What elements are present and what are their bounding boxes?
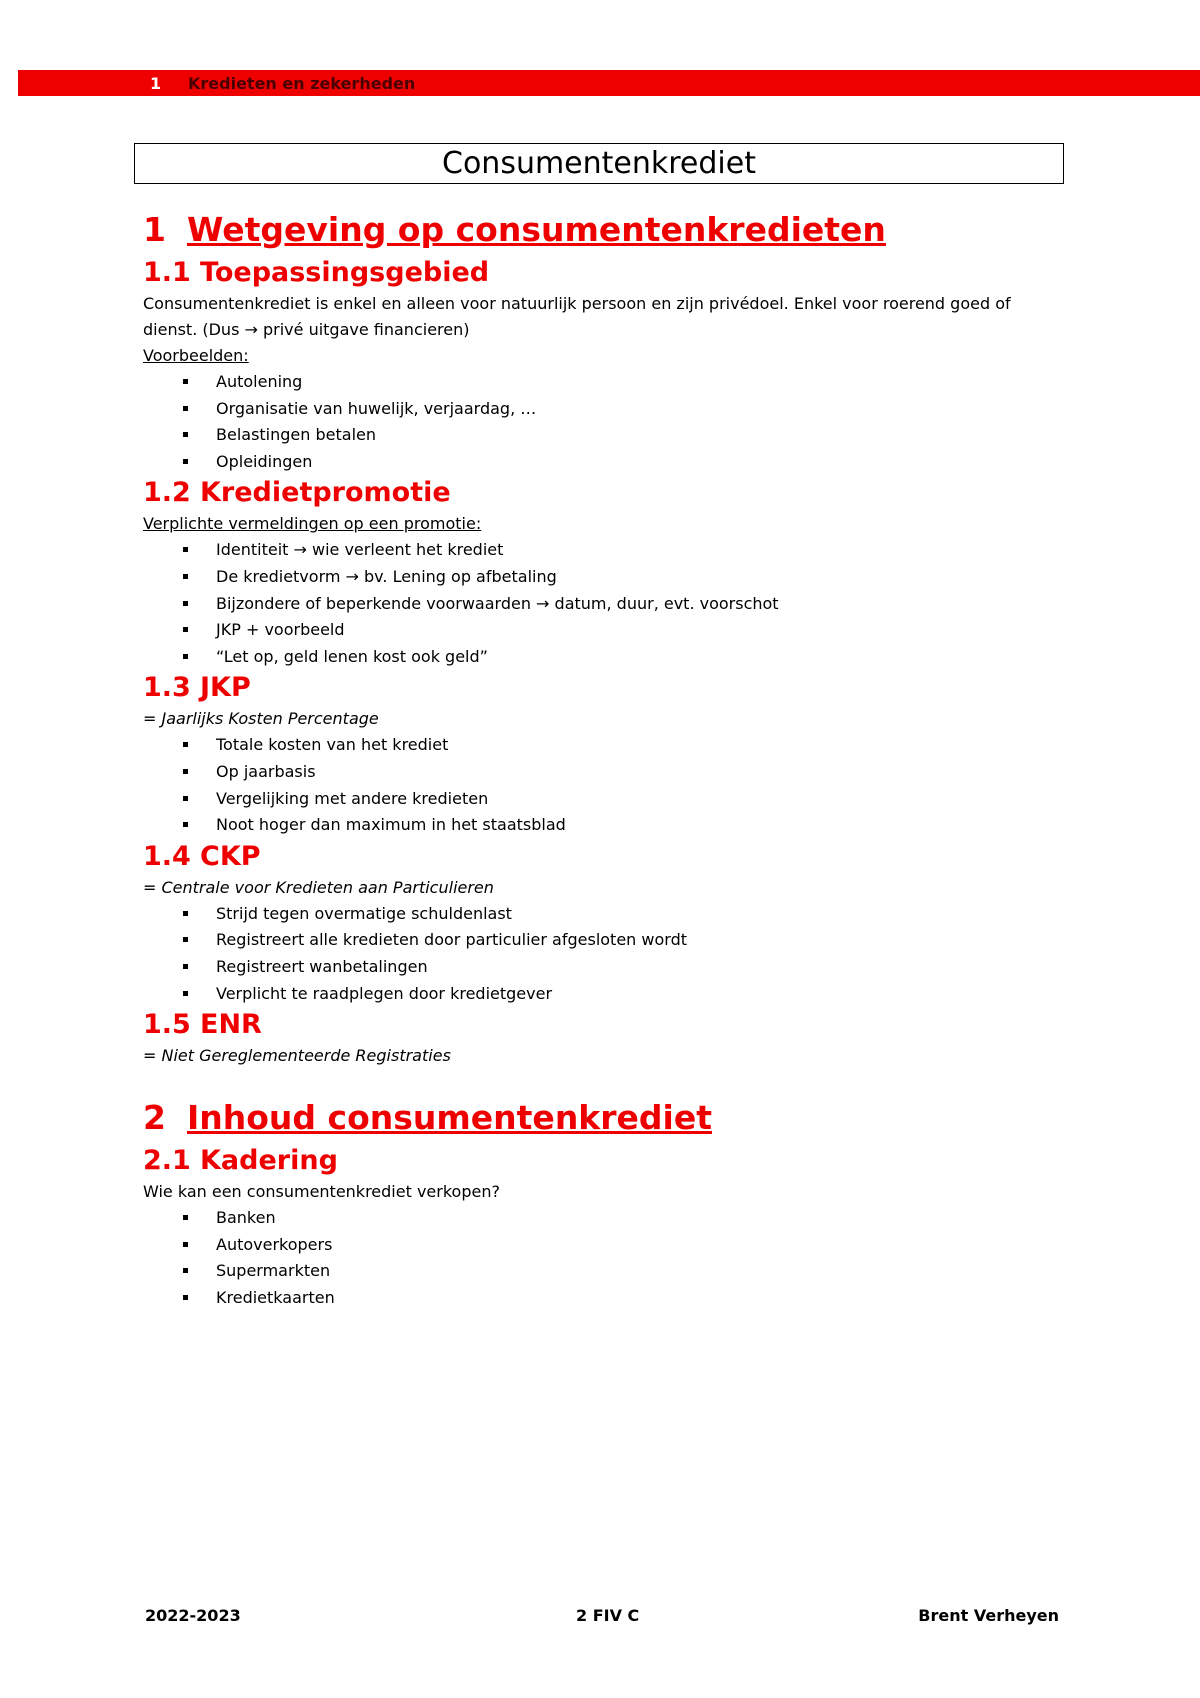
intro-label: Verplichte vermeldingen op een promotie: [143, 514, 482, 534]
document-body [143, 205, 1063, 1311]
page-footer [0, 1606, 1200, 1630]
list-item: Kredietkaarten [143, 1285, 1063, 1312]
list-item: Autoverkopers [143, 1232, 1063, 1259]
section-number: 2 [143, 1098, 166, 1138]
section-number: 1 [143, 210, 166, 249]
subsection-title: Kredietpromotie [200, 477, 451, 509]
bullet-list [143, 1205, 1063, 1311]
list-item: Organisatie van huwelijk, verjaardag, … [143, 396, 1063, 423]
definition: = Jaarlijks Kosten Percentage [143, 709, 379, 729]
subsection-title: ENR [200, 1009, 262, 1041]
section-1-5-heading [143, 1007, 1063, 1043]
chapter-header-bar [18, 70, 1200, 96]
subsection-title: Toepassingsgebied [200, 257, 490, 288]
document-title-box [134, 143, 1064, 184]
section-1-heading [143, 205, 1063, 255]
footer-author: Brent Verheyen [918, 1606, 1059, 1625]
chapter-number: 1 [150, 74, 162, 93]
subsection-number: 1.5 [143, 1009, 191, 1041]
list-item: JKP + voorbeeld [143, 617, 1063, 644]
subsection-title: Kadering [200, 1145, 338, 1177]
list-item: Strijd tegen overmatige schuldenlast [143, 901, 1063, 928]
list-item: Totale kosten van het krediet [143, 732, 1063, 759]
list-item: Identiteit → wie verleent het krediet [143, 537, 1063, 564]
bullet-list [143, 537, 1063, 670]
bullet-list [143, 369, 1063, 475]
chapter-title: Kredieten en zekerheden [188, 74, 416, 93]
section-1-3-heading [143, 670, 1063, 706]
list-item: Registreert wanbetalingen [143, 954, 1063, 981]
paragraph-line: dienst. (Dus → privé uitgave financieren) [143, 320, 470, 339]
section-title: Wetgeving op consumentenkredieten [187, 210, 886, 249]
subsection-number: 1.1 [143, 257, 191, 288]
bullet-list [143, 732, 1063, 838]
list-item: Supermarkten [143, 1258, 1063, 1285]
section-1-4-heading [143, 839, 1063, 875]
footer-year: 2022-2023 [145, 1606, 241, 1625]
question: Wie kan een consumentenkrediet verkopen? [143, 1182, 500, 1202]
subsection-number: 2.1 [143, 1145, 191, 1177]
list-item: Op jaarbasis [143, 759, 1063, 786]
subsection-title: JKP [200, 672, 251, 704]
document-title: Consumentenkrediet [442, 146, 756, 181]
bullet-list [143, 901, 1063, 1007]
list-item: De kredietvorm → bv. Lening op afbetaling [143, 564, 1063, 591]
section-2-1-heading [143, 1143, 1063, 1179]
list-item: Noot hoger dan maximum in het staatsblad [143, 812, 1063, 839]
list-item: Bijzondere of beperkende voorwaarden → datum, duur, evt. voorschot [143, 591, 1063, 618]
section-title: Inhoud consumentenkrediet [187, 1098, 713, 1138]
footer-class: 2 FIV C [576, 1606, 640, 1625]
list-item: Opleidingen [143, 449, 1063, 476]
subsection-number: 1.2 [143, 477, 191, 509]
section-spacer [143, 1069, 1063, 1093]
list-item: Verplicht te raadplegen door kredietgever [143, 981, 1063, 1008]
subsection-number: 1.4 [143, 840, 191, 872]
list-item: Registreert alle kredieten door particulier afgesloten wordt [143, 927, 1063, 954]
definition: = Niet Gereglementeerde Registraties [143, 1046, 451, 1066]
list-item: Vergelijking met andere kredieten [143, 786, 1063, 813]
section-2-heading [143, 1093, 1063, 1143]
section-1-2-heading [143, 475, 1063, 511]
list-item: Autolening [143, 369, 1063, 396]
subsection-title: CKP [200, 840, 261, 872]
section-1-1-heading [143, 255, 1063, 291]
examples-label: Voorbeelden: [143, 346, 249, 365]
subsection-number: 1.3 [143, 672, 191, 704]
list-item: Belastingen betalen [143, 422, 1063, 449]
definition: = Centrale voor Kredieten aan Particulieren [143, 877, 494, 897]
list-item: Banken [143, 1205, 1063, 1232]
list-item: “Let op, geld lenen kost ook geld” [143, 644, 1063, 671]
paragraph-line: Consumentenkrediet is enkel en alleen voor natuurlijk persoon en zijn privédoel. Enkel voor roerend goed of [143, 294, 1011, 313]
